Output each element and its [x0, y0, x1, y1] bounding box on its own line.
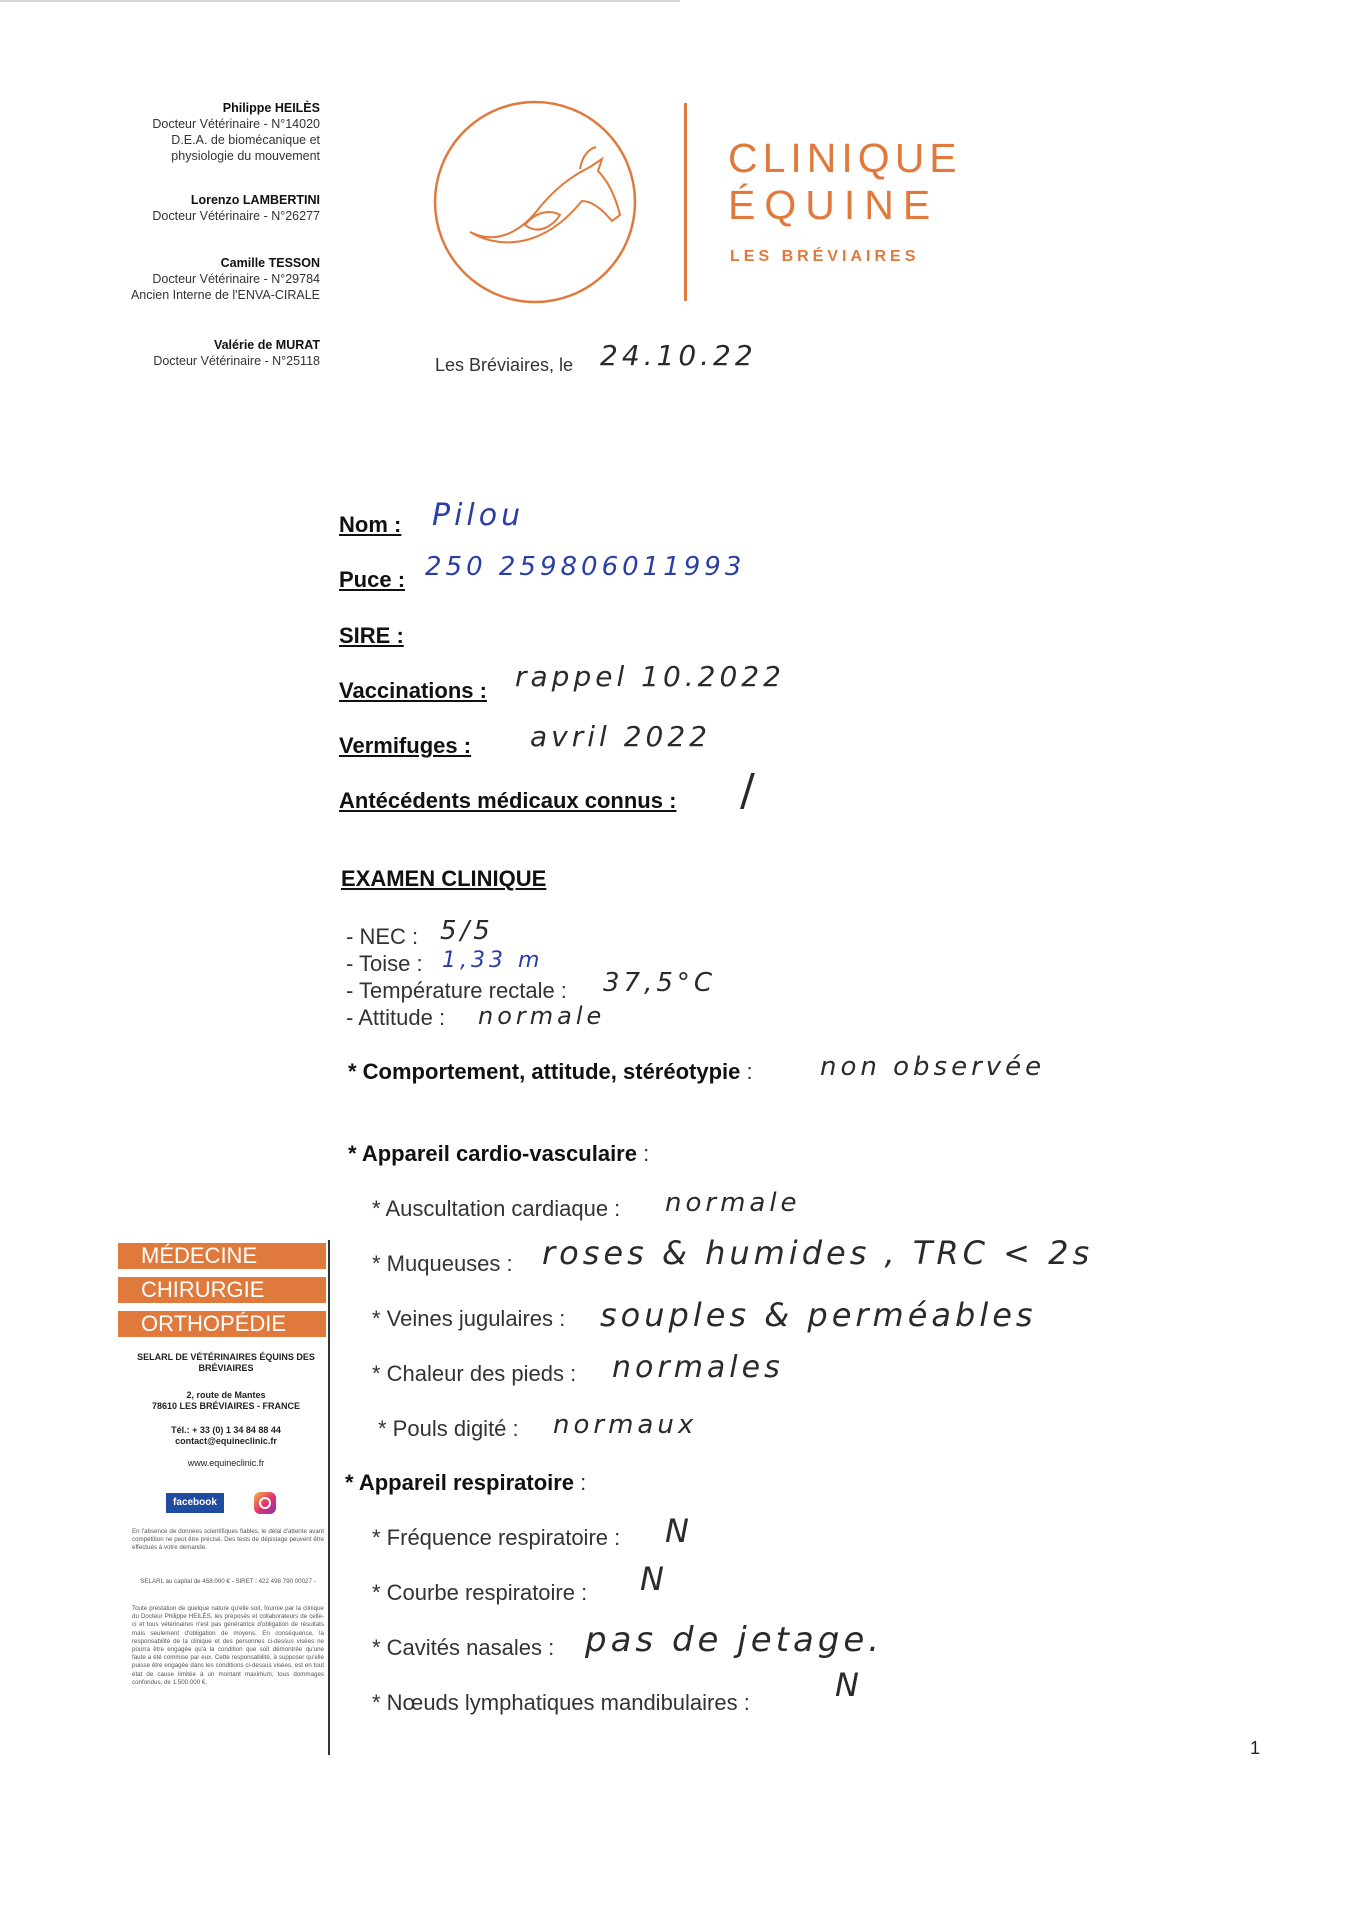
address-line-1: 2, route de Mantes	[186, 1390, 266, 1400]
chaleur-value: normales	[612, 1350, 784, 1385]
comportement-value: non observée	[820, 1052, 1046, 1082]
liability-text: Toute prestation de quelque nature qu'elle soit, fournie par la clinique du Docteur Philippe HEILÈS, les préposés et collaborateurs de celle-ci et tous vétérinaires n'est pas génératrice d'obligation de résultats mais seulement d'obligation de moyens. En conséquence, la responsabilité de la clinique et des personnes ci-dessus visées ne pourra être engagée qu'à la condition que soit démontrée qu'une faute a été commise par eux. Cette responsabilité, à supposer qu'elle puisse être engagée dans les conditions ci-dessus visées, est en tout état de cause limitée à un montant maximum, tous dommages confondus, de 1.500.000 €.	[132, 1605, 324, 1686]
vet-1	[152, 100, 320, 164]
place-label: Les Bréviaires, le	[435, 355, 574, 375]
instagram-icon[interactable]	[254, 1492, 276, 1514]
vet-line: D.E.A. de biomécanique et	[171, 133, 320, 147]
respi-section: * Appareil respiratoire :	[345, 1470, 587, 1495]
auscultation-label: * Auscultation cardiaque :	[372, 1196, 621, 1221]
tag-chirurgie: CHIRURGIE	[118, 1277, 326, 1303]
cavites-value: pas de jetage.	[585, 1620, 884, 1660]
brand-equine: ÉQUINE	[728, 182, 940, 228]
vermifuges-value: avril 2022	[530, 720, 711, 753]
courbe-value: N	[640, 1560, 668, 1598]
noeuds-value: N	[835, 1666, 863, 1704]
email[interactable]: contact@equineclinic.fr	[175, 1436, 277, 1446]
frequence-value: N	[665, 1512, 693, 1550]
temperature-label: - Température rectale :	[346, 978, 567, 1003]
vet-line: Ancien Interne de l'ENVA-CIRALE	[130, 288, 320, 302]
nom-value: Pilou	[432, 498, 525, 533]
disclaimer-text: En l'absence de données scientifiques fiables, le délai d'attente avant compétition ne peut être précisé. Des tests de dépistage peuvent être effectués à votre demande.	[132, 1528, 324, 1552]
company-name: SELARL DE VÉTÉRINAIRES ÉQUINS DES BRÉVIAIRES	[137, 1352, 315, 1373]
noeuds-label: * Nœuds lymphatiques mandibulaires :	[372, 1690, 750, 1715]
toise-value: 1,33 m	[442, 948, 544, 973]
address-line-2: 78610 LES BRÉVIAIRES - FRANCE	[151, 1401, 301, 1411]
top-edge-line	[0, 0, 680, 2]
toise-label: - Toise :	[346, 951, 423, 976]
puce-label: Puce :	[339, 567, 406, 592]
puce-value: 250 259806011993	[425, 552, 746, 582]
attitude-value: normale	[478, 1002, 606, 1030]
tag-orthopedie: ORTHOPÉDIE	[118, 1311, 326, 1337]
frequence-label: * Fréquence respiratoire :	[372, 1525, 621, 1550]
cardio-title: * Appareil cardio-vasculaire	[348, 1141, 637, 1166]
vet-line: Docteur Vétérinaire - N°29784	[152, 272, 320, 286]
pouls-label: * Pouls digité :	[378, 1416, 519, 1441]
vet-name: Camille TESSON	[220, 256, 320, 270]
sire-label: SIRE :	[339, 623, 404, 648]
nec-value: 5/5	[440, 916, 494, 946]
comportement-row: * Comportement, attitude, stéréotypie :	[348, 1059, 753, 1084]
sidebar-divider	[328, 1240, 330, 1755]
muqueuses-label: * Muqueuses :	[372, 1251, 513, 1276]
auscultation-value: normale	[665, 1188, 801, 1218]
vet-2	[152, 192, 320, 224]
veines-value: souples & perméables	[600, 1296, 1037, 1334]
vet-line: Docteur Vétérinaire - N°14020	[152, 117, 320, 131]
temperature-value: 37,5°C	[603, 968, 717, 998]
vet-3	[131, 255, 320, 303]
pouls-value: normaux	[553, 1410, 698, 1440]
nom-label: Nom :	[339, 512, 402, 537]
company-registration: SELARL au capital de 458.000 € - SIRET : 422 498 790 00027 -	[140, 1578, 316, 1585]
muqueuses-value: roses & humides , TRC < 2s	[542, 1234, 1094, 1272]
page-number: 1	[1250, 1738, 1261, 1758]
vet-name: Philippe HEILÈS	[222, 101, 320, 115]
vaccinations-value: rappel 10.2022	[515, 660, 785, 693]
cavites-label: * Cavités nasales :	[372, 1635, 555, 1660]
attitude-label: - Attitude :	[346, 1005, 446, 1030]
vermifuges-label: Vermifuges :	[339, 733, 472, 758]
exam-title: EXAMEN CLINIQUE	[341, 866, 547, 891]
brand-location: LES BRÉVIAIRES	[730, 248, 920, 265]
vet-line: Docteur Vétérinaire - N°25118	[153, 354, 320, 368]
antecedents-label: Antécédents médicaux connus :	[339, 788, 677, 813]
courbe-label: * Courbe respiratoire :	[372, 1580, 588, 1605]
vaccinations-label: Vaccinations :	[339, 678, 487, 703]
vet-line: physiologie du mouvement	[171, 149, 320, 163]
horse-logo-icon	[430, 97, 640, 307]
date-value: 24.10.22	[600, 339, 757, 372]
phone: Tél.: + 33 (0) 1 34 84 88 44	[171, 1425, 281, 1435]
respi-title: * Appareil respiratoire	[345, 1470, 575, 1495]
nec-label: - NEC :	[346, 924, 419, 949]
veines-label: * Veines jugulaires :	[372, 1306, 566, 1331]
logo-separator	[684, 103, 687, 301]
vet-name: Lorenzo LAMBERTINI	[190, 193, 320, 207]
vet-4	[153, 337, 320, 369]
website-link[interactable]: www.equineclinic.fr	[187, 1458, 265, 1468]
chaleur-label: * Chaleur des pieds :	[372, 1361, 577, 1386]
brand-clinique: CLINIQUE	[728, 135, 962, 181]
vet-line: Docteur Vétérinaire - N°26277	[152, 209, 320, 223]
antecedents-value: /	[740, 765, 759, 816]
vet-name: Valérie de MURAT	[213, 338, 320, 352]
comportement-label: * Comportement, attitude, stéréotypie	[348, 1059, 741, 1084]
tag-medecine: MÉDECINE	[118, 1243, 326, 1269]
cardio-section: * Appareil cardio-vasculaire :	[348, 1141, 650, 1166]
facebook-icon[interactable]: facebook	[166, 1493, 224, 1513]
